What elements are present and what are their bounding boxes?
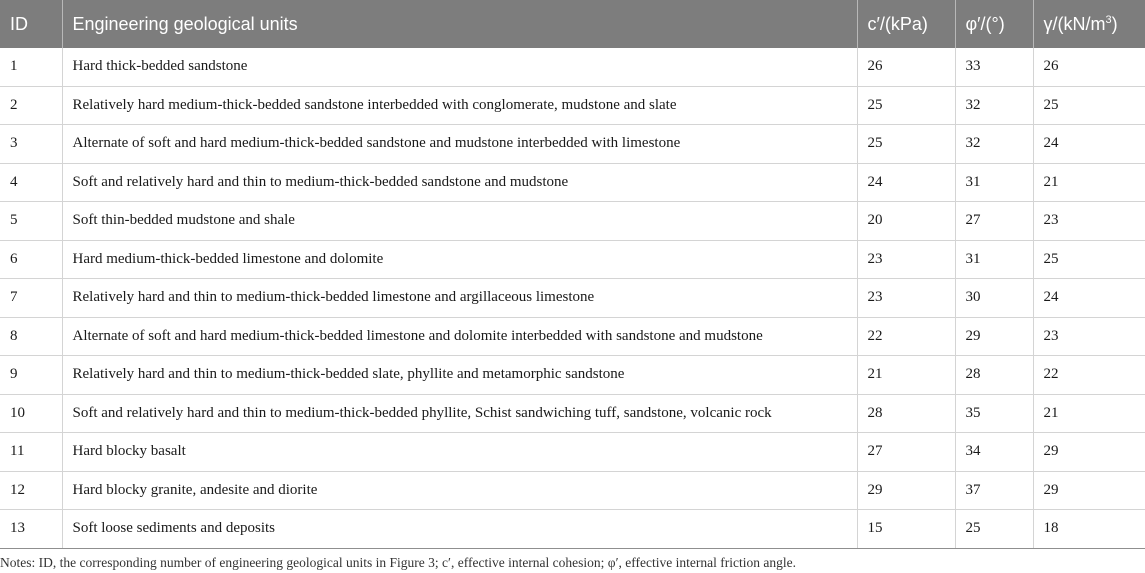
table-row bbox=[0, 356, 1145, 395]
header-unit-weight bbox=[1033, 0, 1145, 48]
cell-id: 3 bbox=[0, 125, 62, 164]
cell-unit: Relatively hard and thin to medium-thick-bedded limestone and argillaceous limestone bbox=[62, 279, 857, 318]
cell-friction-angle: 25 bbox=[955, 510, 1033, 549]
cell-unit: Soft thin-bedded mudstone and shale bbox=[62, 202, 857, 241]
cell-unit-weight: 24 bbox=[1033, 279, 1145, 318]
table-notes: Notes: ID, the corresponding number of engineering geological units in Figure 3; c′, effective internal cohesion; φ′, effective internal friction angle. bbox=[0, 555, 796, 570]
table-row bbox=[0, 48, 1145, 86]
table-row bbox=[0, 471, 1145, 510]
cell-unit: Relatively hard and thin to medium-thick-bedded slate, phyllite and metamorphic sandstone bbox=[62, 356, 857, 395]
cell-id: 5 bbox=[0, 202, 62, 241]
cell-friction-angle: 30 bbox=[955, 279, 1033, 318]
table-row bbox=[0, 240, 1145, 279]
cell-unit: Soft and relatively hard and thin to medium-thick-bedded phyllite, Schist sandwiching tuff, sandstone, volcanic rock bbox=[62, 394, 857, 433]
cell-friction-angle: 34 bbox=[955, 433, 1033, 472]
cell-unit-weight: 21 bbox=[1033, 394, 1145, 433]
cell-cohesion: 20 bbox=[857, 202, 955, 241]
cell-cohesion: 15 bbox=[857, 510, 955, 549]
cell-unit-weight: 23 bbox=[1033, 202, 1145, 241]
cell-friction-angle: 31 bbox=[955, 163, 1033, 202]
cell-unit: Hard thick-bedded sandstone bbox=[62, 48, 857, 86]
cell-cohesion: 26 bbox=[857, 48, 955, 86]
header-cohesion: c′/(kPa) bbox=[857, 0, 955, 48]
cell-id: 11 bbox=[0, 433, 62, 472]
cell-id: 13 bbox=[0, 510, 62, 549]
cell-id: 2 bbox=[0, 86, 62, 125]
cell-id: 6 bbox=[0, 240, 62, 279]
cell-unit: Soft and relatively hard and thin to medium-thick-bedded sandstone and mudstone bbox=[62, 163, 857, 202]
header-row bbox=[0, 0, 1145, 48]
cell-unit-weight: 25 bbox=[1033, 240, 1145, 279]
table-row bbox=[0, 163, 1145, 202]
cell-unit: Alternate of soft and hard medium-thick-bedded sandstone and mudstone interbedded with limestone bbox=[62, 125, 857, 164]
cell-friction-angle: 32 bbox=[955, 125, 1033, 164]
cell-friction-angle: 37 bbox=[955, 471, 1033, 510]
cell-id: 4 bbox=[0, 163, 62, 202]
cell-unit-weight: 23 bbox=[1033, 317, 1145, 356]
cell-id: 12 bbox=[0, 471, 62, 510]
cell-cohesion: 24 bbox=[857, 163, 955, 202]
table-row bbox=[0, 125, 1145, 164]
cell-unit-weight: 29 bbox=[1033, 471, 1145, 510]
table-row bbox=[0, 433, 1145, 472]
cell-friction-angle: 29 bbox=[955, 317, 1033, 356]
cell-cohesion: 22 bbox=[857, 317, 955, 356]
cell-unit-weight: 24 bbox=[1033, 125, 1145, 164]
table-row bbox=[0, 202, 1145, 241]
header-friction-angle: φ′/(°) bbox=[955, 0, 1033, 48]
cell-cohesion: 28 bbox=[857, 394, 955, 433]
cell-id: 9 bbox=[0, 356, 62, 395]
cell-cohesion: 25 bbox=[857, 86, 955, 125]
cell-friction-angle: 35 bbox=[955, 394, 1033, 433]
table-row bbox=[0, 317, 1145, 356]
cell-friction-angle: 33 bbox=[955, 48, 1033, 86]
cell-unit-weight: 18 bbox=[1033, 510, 1145, 549]
table-row bbox=[0, 86, 1145, 125]
cell-unit: Hard blocky granite, andesite and diorite bbox=[62, 471, 857, 510]
header-unit-weight-prefix: γ/(kN/m bbox=[1043, 13, 1106, 34]
cell-unit-weight: 26 bbox=[1033, 48, 1145, 86]
table-body bbox=[0, 48, 1145, 548]
cell-cohesion: 29 bbox=[857, 471, 955, 510]
header-unit-weight-suffix: ) bbox=[1111, 13, 1118, 34]
cell-cohesion: 23 bbox=[857, 279, 955, 318]
cell-unit: Hard medium-thick-bedded limestone and dolomite bbox=[62, 240, 857, 279]
table-row bbox=[0, 510, 1145, 549]
cell-id: 8 bbox=[0, 317, 62, 356]
table-row bbox=[0, 394, 1145, 433]
cell-unit: Alternate of soft and hard medium-thick-bedded limestone and dolomite interbedded with sandstone and mudstone bbox=[62, 317, 857, 356]
cell-id: 1 bbox=[0, 48, 62, 86]
cell-unit-weight: 25 bbox=[1033, 86, 1145, 125]
cell-unit: Relatively hard medium-thick-bedded sandstone interbedded with conglomerate, mudstone and slate bbox=[62, 86, 857, 125]
cell-cohesion: 27 bbox=[857, 433, 955, 472]
cell-unit-weight: 22 bbox=[1033, 356, 1145, 395]
cell-cohesion: 25 bbox=[857, 125, 955, 164]
cell-friction-angle: 28 bbox=[955, 356, 1033, 395]
cell-id: 10 bbox=[0, 394, 62, 433]
cell-unit: Hard blocky basalt bbox=[62, 433, 857, 472]
header-id: ID bbox=[0, 0, 62, 48]
cell-id: 7 bbox=[0, 279, 62, 318]
cell-cohesion: 23 bbox=[857, 240, 955, 279]
cell-unit-weight: 21 bbox=[1033, 163, 1145, 202]
table-header bbox=[0, 0, 1145, 48]
cell-cohesion: 21 bbox=[857, 356, 955, 395]
cell-friction-angle: 31 bbox=[955, 240, 1033, 279]
header-unit: Engineering geological units bbox=[62, 0, 857, 48]
cell-unit-weight: 29 bbox=[1033, 433, 1145, 472]
table-row bbox=[0, 279, 1145, 318]
cell-friction-angle: 32 bbox=[955, 86, 1033, 125]
cell-friction-angle: 27 bbox=[955, 202, 1033, 241]
header-unit-weight-sup: 3 bbox=[1105, 13, 1112, 26]
cell-unit: Soft loose sediments and deposits bbox=[62, 510, 857, 549]
